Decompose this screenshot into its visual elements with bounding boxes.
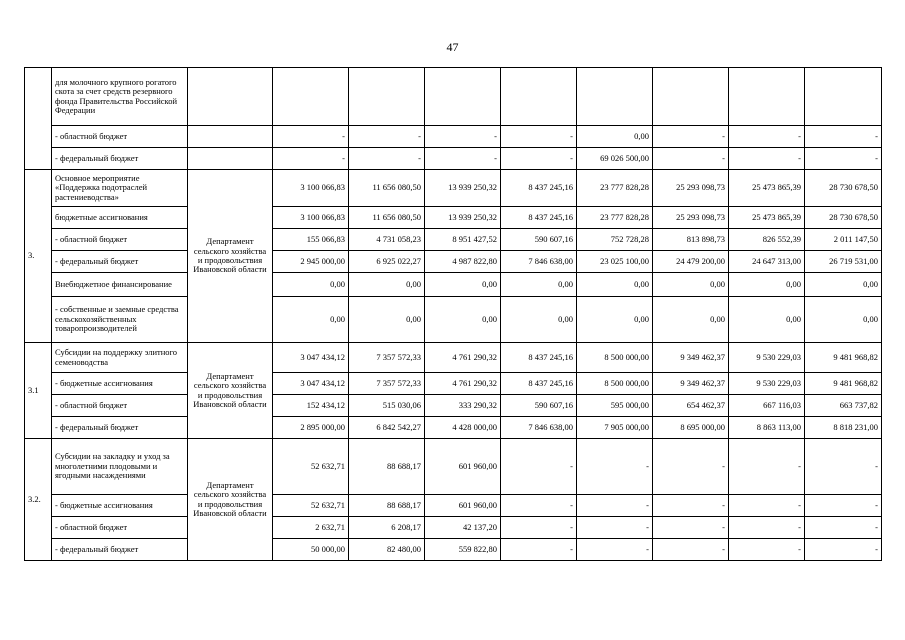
value-cell: - — [653, 539, 729, 561]
row-label: - бюджетные ассигнования — [52, 495, 188, 517]
value-cell: 0,00 — [729, 297, 805, 343]
row-index: 3.1 — [25, 343, 52, 439]
row-label: - бюджетные ассигнования — [52, 373, 188, 395]
row-index: 3. — [25, 170, 52, 343]
value-cell — [273, 68, 349, 126]
value-cell: 9 349 462,37 — [653, 373, 729, 395]
value-cell: 7 357 572,33 — [349, 373, 425, 395]
value-cell: 25 293 098,73 — [653, 207, 729, 229]
value-cell: 4 428 000,00 — [425, 417, 501, 439]
value-cell: 2 945 000,00 — [273, 251, 349, 273]
table-row — [25, 170, 882, 207]
value-cell: 4 761 290,32 — [425, 343, 501, 373]
row-label: - собственные и заемные средства сельскохозяйственных товаропроизводителей — [52, 297, 188, 343]
value-cell: 8 863 113,00 — [729, 417, 805, 439]
value-cell: - — [577, 539, 653, 561]
page-number: 47 — [446, 40, 459, 54]
budget-table — [24, 67, 882, 561]
responsible-cell-empty — [188, 148, 273, 170]
value-cell: 752 728,28 — [577, 229, 653, 251]
table-row — [25, 148, 882, 170]
value-cell: 9 530 229,03 — [729, 343, 805, 373]
value-cell: - — [805, 517, 882, 539]
value-cell — [653, 68, 729, 126]
value-cell: 88 688,17 — [349, 439, 425, 495]
value-cell: 0,00 — [425, 273, 501, 297]
value-cell: 13 939 250,32 — [425, 207, 501, 229]
responsible-cell-empty — [188, 126, 273, 148]
row-label: бюджетные ассигнования — [52, 207, 188, 229]
value-cell: 0,00 — [577, 297, 653, 343]
value-cell: 0,00 — [653, 273, 729, 297]
value-cell: 3 047 434,12 — [273, 343, 349, 373]
value-cell: - — [729, 539, 805, 561]
value-cell: 8 437 245,16 — [501, 343, 577, 373]
table-row — [25, 417, 882, 439]
value-cell: 23 777 828,28 — [577, 207, 653, 229]
row-label: - областной бюджет — [52, 229, 188, 251]
value-cell: - — [501, 148, 577, 170]
value-cell: 3 047 434,12 — [273, 373, 349, 395]
value-cell: - — [273, 148, 349, 170]
table-row — [25, 297, 882, 343]
table-row — [25, 229, 882, 251]
value-cell: 8 437 245,16 — [501, 373, 577, 395]
value-cell: 155 066,83 — [273, 229, 349, 251]
value-cell: 8 500 000,00 — [577, 373, 653, 395]
value-cell: - — [653, 439, 729, 495]
value-cell: - — [577, 517, 653, 539]
table-row — [25, 495, 882, 517]
row-label: - федеральный бюджет — [52, 417, 188, 439]
value-cell: 8 437 245,16 — [501, 207, 577, 229]
value-cell: 0,00 — [349, 297, 425, 343]
table-row — [25, 273, 882, 297]
value-cell: 0,00 — [577, 273, 653, 297]
value-cell: 0,00 — [273, 273, 349, 297]
value-cell — [577, 68, 653, 126]
value-cell: 601 960,00 — [425, 495, 501, 517]
value-cell: 0,00 — [501, 297, 577, 343]
value-cell: 152 434,12 — [273, 395, 349, 417]
value-cell: 0,00 — [729, 273, 805, 297]
value-cell: 2 895 000,00 — [273, 417, 349, 439]
value-cell: 0,00 — [349, 273, 425, 297]
value-cell: 333 290,32 — [425, 395, 501, 417]
value-cell: - — [501, 495, 577, 517]
value-cell: 11 656 080,50 — [349, 170, 425, 207]
row-label: - федеральный бюджет — [52, 251, 188, 273]
value-cell: 8 695 000,00 — [653, 417, 729, 439]
value-cell: 3 100 066,83 — [273, 170, 349, 207]
value-cell — [501, 68, 577, 126]
value-cell: - — [349, 126, 425, 148]
value-cell: 24 647 313,00 — [729, 251, 805, 273]
value-cell: 25 473 865,39 — [729, 170, 805, 207]
value-cell: 28 730 678,50 — [805, 207, 882, 229]
row-label: - областной бюджет — [52, 126, 188, 148]
value-cell: 515 030,06 — [349, 395, 425, 417]
value-cell: 559 822,80 — [425, 539, 501, 561]
value-cell: - — [577, 495, 653, 517]
value-cell: - — [501, 517, 577, 539]
value-cell: 52 632,71 — [273, 439, 349, 495]
value-cell: - — [729, 439, 805, 495]
value-cell: - — [805, 126, 882, 148]
row-label: для молочного крупного рогатого скота за счет средств резервного фонда Правительства Российской Федерации — [52, 68, 188, 126]
value-cell: 813 898,73 — [653, 229, 729, 251]
value-cell: - — [425, 126, 501, 148]
value-cell: 6 925 022,27 — [349, 251, 425, 273]
value-cell: - — [729, 495, 805, 517]
value-cell: - — [805, 495, 882, 517]
value-cell: 9 481 968,82 — [805, 373, 882, 395]
row-label: - федеральный бюджет — [52, 148, 188, 170]
value-cell: 667 116,03 — [729, 395, 805, 417]
value-cell: 601 960,00 — [425, 439, 501, 495]
value-cell: 2 011 147,50 — [805, 229, 882, 251]
value-cell: 7 357 572,33 — [349, 343, 425, 373]
value-cell: - — [805, 148, 882, 170]
responsible-executor: Департамент сельского хозяйства и продовольствия Ивановской области — [188, 343, 273, 439]
value-cell: 8 437 245,16 — [501, 170, 577, 207]
value-cell: - — [273, 126, 349, 148]
value-cell: - — [653, 495, 729, 517]
value-cell: 9 481 968,82 — [805, 343, 882, 373]
value-cell: 69 026 500,00 — [577, 148, 653, 170]
table-row — [25, 539, 882, 561]
value-cell: 0,00 — [805, 297, 882, 343]
value-cell: 7 846 638,00 — [501, 251, 577, 273]
table-body — [25, 68, 882, 561]
row-label: Внебюджетное финансирование — [52, 273, 188, 297]
value-cell: - — [501, 439, 577, 495]
row-label: - областной бюджет — [52, 395, 188, 417]
value-cell: 7 846 638,00 — [501, 417, 577, 439]
value-cell: 24 479 200,00 — [653, 251, 729, 273]
value-cell: 88 688,17 — [349, 495, 425, 517]
value-cell: - — [805, 439, 882, 495]
responsible-executor: Департамент сельского хозяйства и продовольствия Ивановской области — [188, 439, 273, 561]
row-index: 3.2. — [25, 439, 52, 561]
value-cell: - — [577, 439, 653, 495]
value-cell: 0,00 — [653, 297, 729, 343]
value-cell: - — [805, 539, 882, 561]
value-cell: 7 905 000,00 — [577, 417, 653, 439]
value-cell: - — [349, 148, 425, 170]
value-cell: 590 607,16 — [501, 229, 577, 251]
value-cell: - — [729, 148, 805, 170]
table-row — [25, 126, 882, 148]
row-label: - областной бюджет — [52, 517, 188, 539]
table-row — [25, 517, 882, 539]
value-cell: 4 761 290,32 — [425, 373, 501, 395]
value-cell: 4 987 822,80 — [425, 251, 501, 273]
row-label: - федеральный бюджет — [52, 539, 188, 561]
value-cell: 8 818 231,00 — [805, 417, 882, 439]
value-cell: 82 480,00 — [349, 539, 425, 561]
value-cell: - — [729, 517, 805, 539]
value-cell: 9 349 462,37 — [653, 343, 729, 373]
value-cell: 0,00 — [805, 273, 882, 297]
table-row — [25, 439, 882, 495]
value-cell: 50 000,00 — [273, 539, 349, 561]
value-cell: 8 500 000,00 — [577, 343, 653, 373]
value-cell: - — [425, 148, 501, 170]
value-cell — [729, 68, 805, 126]
value-cell: 6 208,17 — [349, 517, 425, 539]
row-label: Субсидии на поддержку элитного семеноводства — [52, 343, 188, 373]
value-cell: 42 137,20 — [425, 517, 501, 539]
table-row — [25, 68, 882, 126]
value-cell: 23 777 828,28 — [577, 170, 653, 207]
row-label: Субсидии на закладку и уход за многолетними плодовыми и ягодными насаждениями — [52, 439, 188, 495]
table-row — [25, 251, 882, 273]
responsible-executor: Департамент сельского хозяйства и продовольствия Ивановской области — [188, 170, 273, 343]
value-cell: 4 731 058,23 — [349, 229, 425, 251]
value-cell: 52 632,71 — [273, 495, 349, 517]
value-cell: 590 607,16 — [501, 395, 577, 417]
value-cell: 0,00 — [577, 126, 653, 148]
responsible-cell-empty — [188, 68, 273, 126]
value-cell: 26 719 531,00 — [805, 251, 882, 273]
value-cell: - — [653, 517, 729, 539]
value-cell: 13 939 250,32 — [425, 170, 501, 207]
value-cell: 654 462,37 — [653, 395, 729, 417]
value-cell: 9 530 229,03 — [729, 373, 805, 395]
table-row — [25, 343, 882, 373]
value-cell: 8 951 427,52 — [425, 229, 501, 251]
value-cell: 663 737,82 — [805, 395, 882, 417]
value-cell: - — [501, 539, 577, 561]
value-cell: - — [729, 126, 805, 148]
value-cell: - — [501, 126, 577, 148]
value-cell: 0,00 — [273, 297, 349, 343]
value-cell: 3 100 066,83 — [273, 207, 349, 229]
value-cell: 23 025 100,00 — [577, 251, 653, 273]
value-cell: 25 293 098,73 — [653, 170, 729, 207]
value-cell: 0,00 — [425, 297, 501, 343]
value-cell: 11 656 080,50 — [349, 207, 425, 229]
value-cell: 6 842 542,27 — [349, 417, 425, 439]
value-cell: - — [653, 126, 729, 148]
value-cell: 595 000,00 — [577, 395, 653, 417]
row-label: Основное мероприятие «Поддержка подотраслей растениеводства» — [52, 170, 188, 207]
value-cell: 0,00 — [501, 273, 577, 297]
table-row — [25, 207, 882, 229]
row-index — [25, 68, 52, 170]
value-cell — [349, 68, 425, 126]
value-cell: 2 632,71 — [273, 517, 349, 539]
value-cell: - — [653, 148, 729, 170]
value-cell — [805, 68, 882, 126]
table-row — [25, 395, 882, 417]
value-cell — [425, 68, 501, 126]
value-cell: 28 730 678,50 — [805, 170, 882, 207]
value-cell: 826 552,39 — [729, 229, 805, 251]
value-cell: 25 473 865,39 — [729, 207, 805, 229]
table-row — [25, 373, 882, 395]
